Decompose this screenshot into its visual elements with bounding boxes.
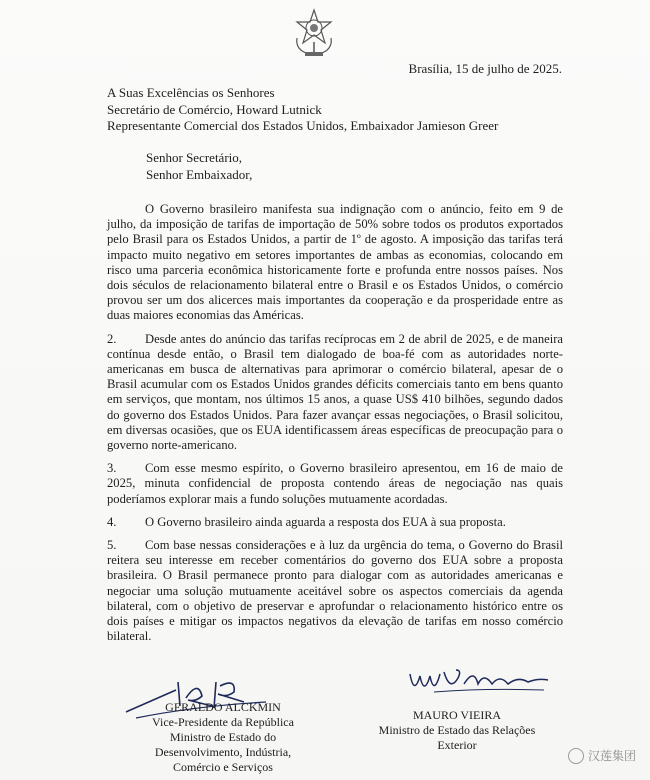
coat-of-arms-icon [291, 8, 337, 58]
paragraph-number: 2. [107, 331, 117, 346]
signatory-title: Desenvolvimento, Indústria, [154, 745, 292, 759]
paragraph-1 [107, 202, 563, 324]
addressee-line: A Suas Excelências os Senhores [107, 85, 275, 100]
signatory-name: MAURO VIEIRA [412, 708, 502, 722]
signatory-name: GERALDO ALCKMIN [165, 700, 281, 714]
signatory-alckmin [128, 700, 318, 775]
salutation-block [146, 150, 252, 183]
paragraph-text: O Governo brasileiro ainda aguarda a resposta dos EUA à sua proposta. [145, 514, 506, 529]
paragraph-number: 3. [107, 461, 117, 476]
place-date: Brasília, 15 de julho de 2025. [408, 61, 562, 76]
paragraph-text: Desde antes do anúncio das tarifas recíprocas em 2 de abril de 2025, e de maneira contínua desde então, o Brasil tem dialogado de boa-fé com as autoridades norte-americanas em busca de alternativas para aprimorar o comércio bilateral, apesar de o Brasil acumular com os Estados Unidos grandes déficits comerciais tanto em bens quanto em serviços, que montam, nos últimos 15 anos, a quase US$ 410 bilhões, segundo dados do governo dos Estados Unidos. Para fazer avançar essas negociações, o Brasil solicitou, em diversas ocasiões, que os EUA identificassem áreas específicas de preocupação para o governo norte-americano. [107, 331, 563, 453]
watermark-text: 汉莲集团 [587, 749, 636, 763]
signatory-title: Exterior [437, 738, 477, 752]
letter-body [107, 202, 563, 652]
signatory-title: Vice-Presidente da República [152, 715, 294, 729]
paragraph-4 [107, 515, 563, 530]
signatory-title: Ministro de Estado do [169, 730, 277, 744]
signatory-vieira [362, 708, 552, 753]
paragraph-number: 5. [107, 538, 117, 553]
paragraph-text: Com esse mesmo espírito, o Governo brasileiro apresentou, em 16 de maio de 2025, minuta confidencial de proposta contendo áreas de negociação nas quais poderíamos explorar mais a fundo soluções mutuamente acordadas. [107, 461, 563, 506]
paragraph-5 [107, 538, 563, 644]
paragraph-3 [107, 461, 563, 507]
paragraph-2 [107, 332, 563, 454]
signatory-title: Comércio e Serviços [173, 760, 273, 774]
paragraph-text: Com base nessas considerações e à luz da urgência do tema, o Governo do Brasil reitera seu interesse em receber comentários do governo dos EUA sobre a proposta brasileira. O Brasil permanece pronto para dialogar com as autoridades americanas e negociar uma solução mutuamente aceitável sobre os aspectos comerciais da agenda bilateral, com o objetivo de preservar e aprofundar o relacionamento histórico entre os dois países e mitigar os impactos negativos da elevação de tarifas em nosso comércio bilateral. [107, 538, 563, 644]
addressee-line: Representante Comercial dos Estados Unidos, Embaixador Jamieson Greer [107, 118, 499, 133]
addressee-line: Secretário de Comércio, Howard Lutnick [107, 101, 322, 117]
signature-vieira-icon [404, 662, 554, 702]
addressee-block [107, 85, 577, 135]
paragraph-text: O Governo brasileiro manifesta sua indignação com o anúncio, feito em 9 de julho, da imposição de tarifas de importação de 50% sobre todos os produtos exportados pelo Brasil para os Estados Unidos, a partir de 1º de agosto. A imposição das tarifas terá impacto muito negativo em setores importantes de ambas as economias, colocando em risco uma parceria econômica historicamente forte e profunda entre nossos países. Nos dois séculos de relacionamento bilateral entre o Brasil e os Estados Unidos, o comércio provou ser um dos alicerces mais importantes da cooperação e da prosperidade entre as duas maiores economias das Américas. [107, 202, 563, 323]
watermark [568, 747, 636, 764]
signatory-title: Ministro de Estado das Relações [378, 723, 536, 737]
salutation-line: Senhor Secretário, [146, 150, 243, 165]
paragraph-number: 4. [107, 514, 117, 529]
watermark-logo-icon [568, 748, 584, 764]
salutation-line: Senhor Embaixador, [146, 166, 253, 182]
